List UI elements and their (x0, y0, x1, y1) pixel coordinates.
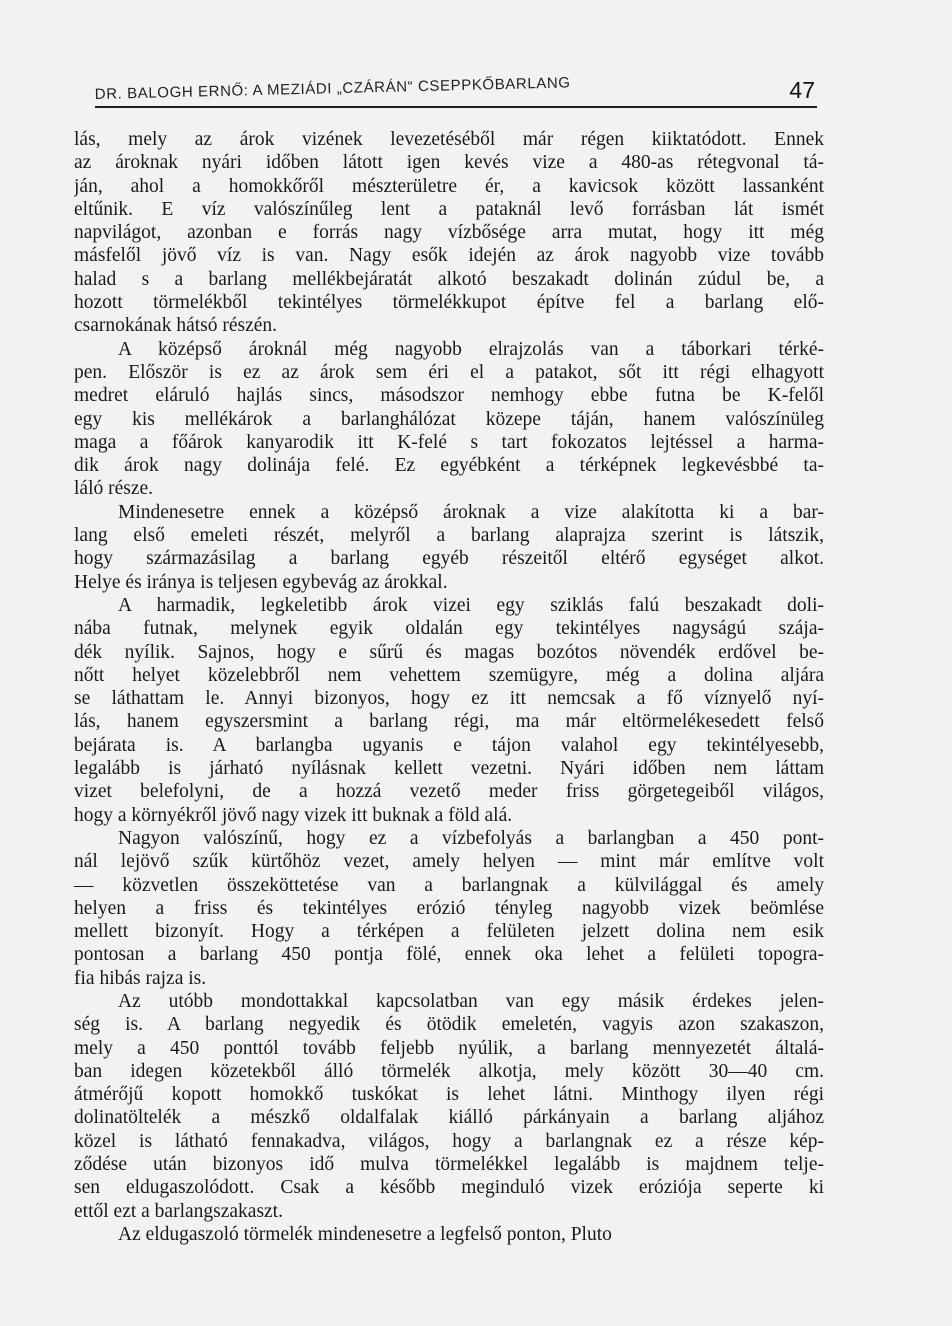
text-line: átmérőjű kopott homokkő tuskókat is lehet látni. Minthogy ilyen régi (74, 1084, 824, 1106)
text-line: lang első emeleti részét, melyről a barlang alaprajza szerint is látszik, (74, 525, 824, 547)
text-line: Az utóbb mondottakkal kapcsolatban van egy másik érdekes jelen- (118, 990, 824, 1012)
text-line: pen. Először is ez az árok sem éri el a patakot, sőt itt régi elhagyott (74, 361, 824, 383)
text-line: ettől ezt a barlangszakaszt. (74, 1200, 283, 1222)
text-line: hozott törmelékből tekintélyes törmelékkupot építve fel a barlang elő- (74, 292, 824, 314)
text-line: sen eldugaszolódott. Csak a később meginduló vizek eróziója seperte ki (74, 1177, 824, 1199)
text-line: mellett bizonyít. Hogy a térképen a felületen jelzett dolina nem esik (74, 921, 824, 943)
text-line: nőtt helyet közelebbről nem vehettem szemügyre, még a dolina aljára (74, 664, 824, 686)
text-line: ződése után bizonyos idő mulva törmelékkel legalább is majdnem telje- (74, 1154, 824, 1176)
text-line: fia hibás rajza is. (74, 967, 207, 989)
text-line: lás, hanem egyszersmint a barlang régi, ma már eltörmelékesedett felső (74, 711, 824, 733)
text-line: legalább is járható nyílásnak kellett vezetni. Nyári időben nem láttam (74, 758, 824, 780)
text-line: pontosan a barlang 450 pontja fölé, ennek oka lehet a felületi topogra- (74, 944, 824, 966)
text-line: közel is látható fennakadva, világos, hogy a barlangnak ez a része kép- (74, 1130, 824, 1152)
text-line: nál lejövő szűk kürtőhöz vezet, amely helyen — mint már említve volt (74, 851, 824, 873)
text-line: mely a 450 ponttól tovább feljebb nyúlik, a barlang mennyezetét általá- (74, 1037, 824, 1059)
text-line: dék nyílik. Sajnos, hogy e sűrű és magas bozótos növendék erdővel be- (74, 641, 824, 663)
text-line: hogy származásilag a barlang egyéb részeitől eltérő egységet alkot. (74, 548, 824, 570)
text-line: napvilágot, azonban e forrás nagy vízbősége arra mutat, hogy itt még (74, 222, 824, 244)
text-line: bejárata is. A barlangba ugyanis e tájon valahol egy tekintélyesebb, (74, 734, 824, 756)
text-line: se láthattam le. Annyi bizonyos, hogy ez itt nemcsak a fő víznyelő nyí- (74, 688, 824, 710)
page-number: 47 (789, 77, 815, 103)
text-line: dik árok nagy dolinája felé. Ez egyébként a térképnek legkevésbbé ta- (74, 455, 824, 477)
text-line: medret eláruló hajlás sincs, másodszor nemhogy ebbe futna be K-felől (74, 385, 824, 407)
running-head: DR. BALOGH ERNŐ: A MEZIÁDI „CZÁRÁN“ CSEPPKŐBARLANG (94, 74, 571, 103)
text-line: ség is. A barlang negyedik és ötödik emeletén, vagyis azon szakaszon, (74, 1014, 824, 1036)
text-line: Mindenesetre ennek a középső ároknak a vize alakította ki a bar- (118, 501, 824, 523)
text-line: Az eldugaszoló törmelék mindenesetre a legfelső ponton, Pluto (118, 1223, 612, 1245)
text-line: láló része. (74, 478, 154, 500)
text-line: Nagyon valószínű, hogy ez a vízbefolyás a barlangban a 450 pont- (118, 827, 824, 849)
text-line: — közvetlen összeköttetése van a barlangnak a külvilággal és amely (74, 874, 824, 896)
text-line: csarnokának hátsó részén. (74, 315, 278, 337)
text-line: az ároknak nyári időben látott igen kevés vize a 480-as rétegvonal tá- (74, 152, 824, 174)
text-line: A középső ároknál még nagyobb elrajzolás van a táborkari térké- (118, 338, 824, 360)
text-line: dolinatöltelék a mészkő oldalfalak kiálló párkányain a barlang aljához (74, 1107, 824, 1129)
text-line: halad s a barlang mellékbejáratát alkotó beszakadt dolinán zúdul be, a (74, 268, 824, 290)
text-line: eltűnik. E víz valószínűleg lent a pataknál levő forrásban lát ismét (74, 198, 824, 220)
text-line: ban idegen közetekből álló törmelék alkotja, mely között 30—40 cm. (74, 1060, 824, 1082)
page-header (95, 70, 817, 108)
text-line: Helye és iránya is teljesen egybevág az árokkal. (74, 571, 448, 593)
text-line: másfelől jövő víz is van. Nagy esők idején az árok nagyobb vize tovább (74, 245, 824, 267)
body-text (74, 128, 824, 1246)
text-line: maga a főárok kanyarodik itt K-felé s tart fokozatos lejtéssel a harma- (74, 431, 824, 453)
text-line: vizet belefolyni, de a hozzá vezető meder friss görgetegeiből világos, (74, 781, 824, 803)
text-line: helyen a friss és tekintélyes erózió tényleg nagyobb vizek beömlése (74, 897, 824, 919)
text-line: egy kis mellékárok a barlanghálózat közepe táján, hanem valószínüleg (74, 408, 824, 430)
text-line: nába futnak, melynek egyik oldalán egy tekintélyes nagyságú szája- (74, 618, 824, 640)
text-line: lás, mely az árok vizének levezetéséből már régen kiiktatódott. Ennek (74, 129, 824, 150)
text-line: A harmadik, legkeletibb árok vizei egy sziklás falú beszakadt doli- (118, 594, 824, 616)
text-line: ján, ahol a homokkőről mészterületre ér, a kavicsok között lassanként (74, 175, 824, 197)
text-line: hogy a környékről jövő nagy vizek itt buknak a föld alá. (74, 804, 513, 826)
